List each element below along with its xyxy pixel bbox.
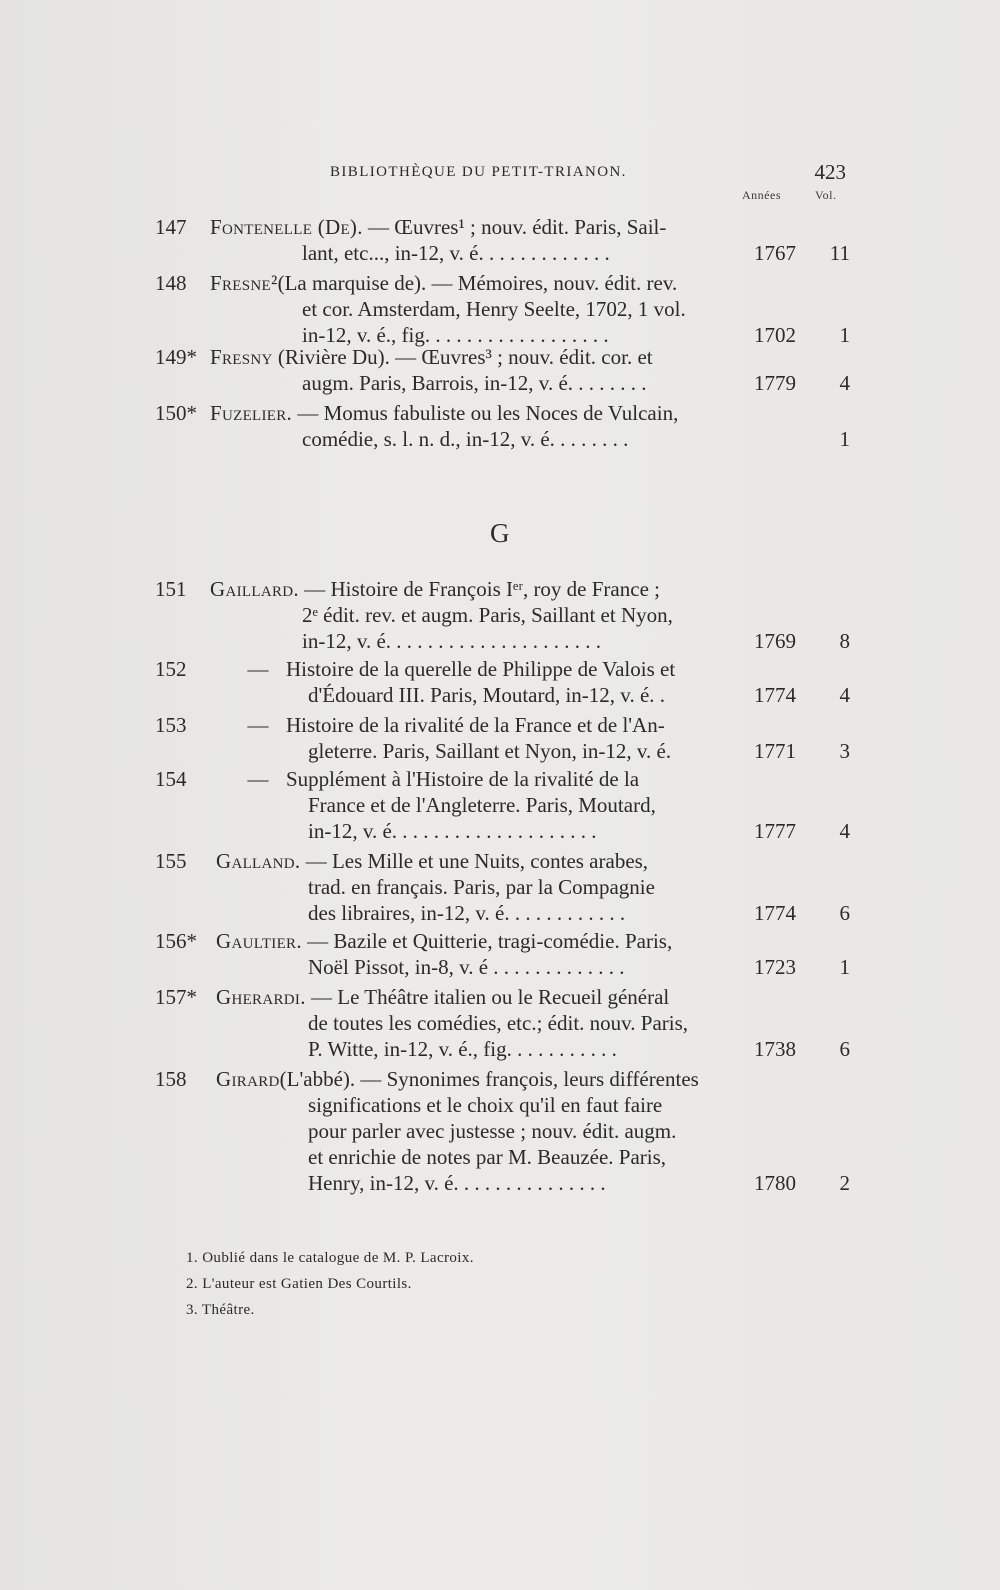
entry-year: 1774: [754, 683, 796, 707]
entry-continuation: significations et le choix qu'il en faut faire: [308, 1093, 663, 1117]
entry-continuation: d'Édouard III. Paris, Moutard, in-12, v. é. .: [308, 683, 666, 707]
entry-number: 157*: [155, 985, 197, 1009]
footnote: 2. L'auteur est Gatien Des Courtils.: [186, 1276, 412, 1292]
entry-volumes: 4: [839, 683, 850, 707]
entry-volumes: 11: [829, 241, 850, 265]
entry-year: 1777: [754, 819, 796, 843]
entry-year: 1767: [754, 241, 796, 265]
running-head: [330, 160, 850, 190]
entry-text: (Rivière Du). — Œuvres³ ; nouv. édit. cor. et: [277, 345, 653, 369]
entry-first-line: [210, 400, 678, 426]
entry-number: 154: [155, 767, 187, 791]
entry-continuation: de toutes les comédies, etc.; édit. nouv. Paris,: [308, 1011, 689, 1035]
entry-author: Girard: [216, 1067, 280, 1091]
entry-author: Fresne²: [210, 271, 278, 295]
entry-first-line: [216, 848, 648, 874]
entry-first-line: [210, 270, 677, 296]
entry-number: 156*: [155, 929, 197, 953]
entry-author: Fresny: [210, 345, 273, 369]
entry-continuation: in-12, v. é., fig. . . . . . . . . . . . . . . . . .: [302, 323, 609, 347]
entry-number: 150*: [155, 401, 197, 425]
column-header-vols: Vol.: [815, 188, 837, 202]
entry-first-line: [210, 214, 666, 240]
entry-continuation: lant, etc..., in-12, v. é. . . . . . . . . . . . .: [302, 241, 610, 265]
entry-continuation: et cor. Amsterdam, Henry Seelte, 1702, 1 vol.: [302, 297, 686, 321]
entry-continuation: trad. en français. Paris, par la Compagnie: [308, 875, 655, 899]
entry-continuation: France et de l'Angleterre. Paris, Moutard,: [308, 793, 656, 817]
ditto-dash: —: [247, 657, 269, 681]
entry-author: Fuzelier.: [210, 401, 293, 425]
entry-continuation: et enrichie de notes par M. Beauzée. Paris,: [308, 1145, 667, 1169]
entry-number: 155: [155, 849, 187, 873]
entry-continuation: Noël Pissot, in-8, v. é . . . . . . . . . . . . .: [308, 955, 625, 979]
ditto-dash: —: [247, 713, 269, 737]
entry-year: 1769: [754, 629, 796, 653]
entry-text: — Œuvres¹ ; nouv. édit. Paris, Sail-: [368, 215, 667, 239]
entry-continuation: comédie, s. l. n. d., in-12, v. é. . . . . . . .: [302, 427, 629, 451]
entry-number: 148: [155, 271, 187, 295]
entry-continuation: in-12, v. é. . . . . . . . . . . . . . . . . . . . .: [302, 629, 602, 653]
entry-text: — Le Théâtre italien ou le Recueil général: [311, 985, 670, 1009]
entry-year: 1771: [754, 739, 796, 763]
entry-year: 1774: [754, 901, 796, 925]
entry-year: 1738: [754, 1037, 796, 1061]
entry-text: (La marquise de). — Mémoires, nouv. édit. rev.: [277, 271, 678, 295]
entry-text: — Histoire de François Iᵉʳ, roy de France ;: [304, 577, 660, 601]
entry-continuation: des libraires, in-12, v. é. . . . . . . . . . . .: [308, 901, 626, 925]
column-header-years: Années: [742, 188, 781, 202]
entry-volumes: 3: [839, 739, 850, 763]
entry-volumes: 6: [839, 901, 850, 925]
entry-text: Supplément à l'Histoire de la rivalité de la: [286, 767, 640, 791]
entry-text: (L'abbé). — Synonimes françois, leurs différentes: [279, 1067, 699, 1091]
entry-volumes: 1: [839, 427, 850, 451]
entry-first-line: [216, 984, 669, 1010]
entry-volumes: 6: [839, 1037, 850, 1061]
entry-volumes: 4: [839, 819, 850, 843]
entry-text: Histoire de la rivalité de la France et de l'An-: [286, 713, 665, 737]
entry-continuation: 2ᵉ édit. rev. et augm. Paris, Saillant et Nyon,: [302, 603, 673, 627]
ditto-dash: —: [247, 767, 269, 791]
entry-continuation: pour parler avec justesse ; nouv. édit. augm.: [308, 1119, 677, 1143]
entry-text: — Momus fabuliste ou les Noces de Vulcain,: [297, 401, 679, 425]
entry-continuation: augm. Paris, Barrois, in-12, v. é. . . . . . . .: [302, 371, 647, 395]
entry-author: Galland.: [216, 849, 301, 873]
entry-continuation: P. Witte, in-12, v. é., fig. . . . . . . . . . .: [308, 1037, 617, 1061]
entry-continuation: Henry, in-12, v. é. . . . . . . . . . . . . . .: [308, 1171, 606, 1195]
entry-first-line: [210, 344, 653, 370]
entry-first-line: [210, 576, 660, 602]
entry-author: Gaultier.: [216, 929, 302, 953]
entry-volumes: 1: [839, 323, 850, 347]
entry-volumes: 2: [839, 1171, 850, 1195]
entry-year: 1779: [754, 371, 796, 395]
entry-year: 1723: [754, 955, 796, 979]
entry-author: Gaillard.: [210, 577, 299, 601]
entry-first-line: [216, 928, 672, 954]
entry-first-line: [216, 1066, 699, 1092]
entry-volumes: 1: [839, 955, 850, 979]
entry-volumes: 8: [839, 629, 850, 653]
entry-continuation: in-12, v. é. . . . . . . . . . . . . . . . . . . .: [308, 819, 597, 843]
entry-text: — Bazile et Quitterie, tragi-comédie. Paris,: [307, 929, 673, 953]
footnote: 1. Oublié dans le catalogue de M. P. Lacroix.: [186, 1250, 474, 1266]
entry-number: 158: [155, 1067, 187, 1091]
entry-text: Histoire de la querelle de Philippe de Valois et: [286, 657, 676, 681]
entry-author: Gherardi.: [216, 985, 306, 1009]
entry-continuation: gleterre. Paris, Saillant et Nyon, in-12, v. é.: [308, 739, 672, 763]
entry-volumes: 4: [839, 371, 850, 395]
entry-number: 151: [155, 577, 187, 601]
entry-author: Fontenelle (De).: [210, 215, 363, 239]
entry-text: — Les Mille et une Nuits, contes arabes,: [305, 849, 649, 873]
entry-number: 153: [155, 713, 187, 737]
entry-number: 147: [155, 215, 187, 239]
section-letter: G: [490, 518, 510, 548]
entry-year: 1780: [754, 1171, 796, 1195]
footnote: 3. Théâtre.: [186, 1302, 255, 1318]
entry-number: 152: [155, 657, 187, 681]
running-head-title: BIBLIOTHÈQUE DU PETIT-TRIANON.: [330, 164, 627, 180]
page-number: 423: [814, 160, 846, 184]
entry-number: 149*: [155, 345, 197, 369]
entry-year: 1702: [754, 323, 796, 347]
